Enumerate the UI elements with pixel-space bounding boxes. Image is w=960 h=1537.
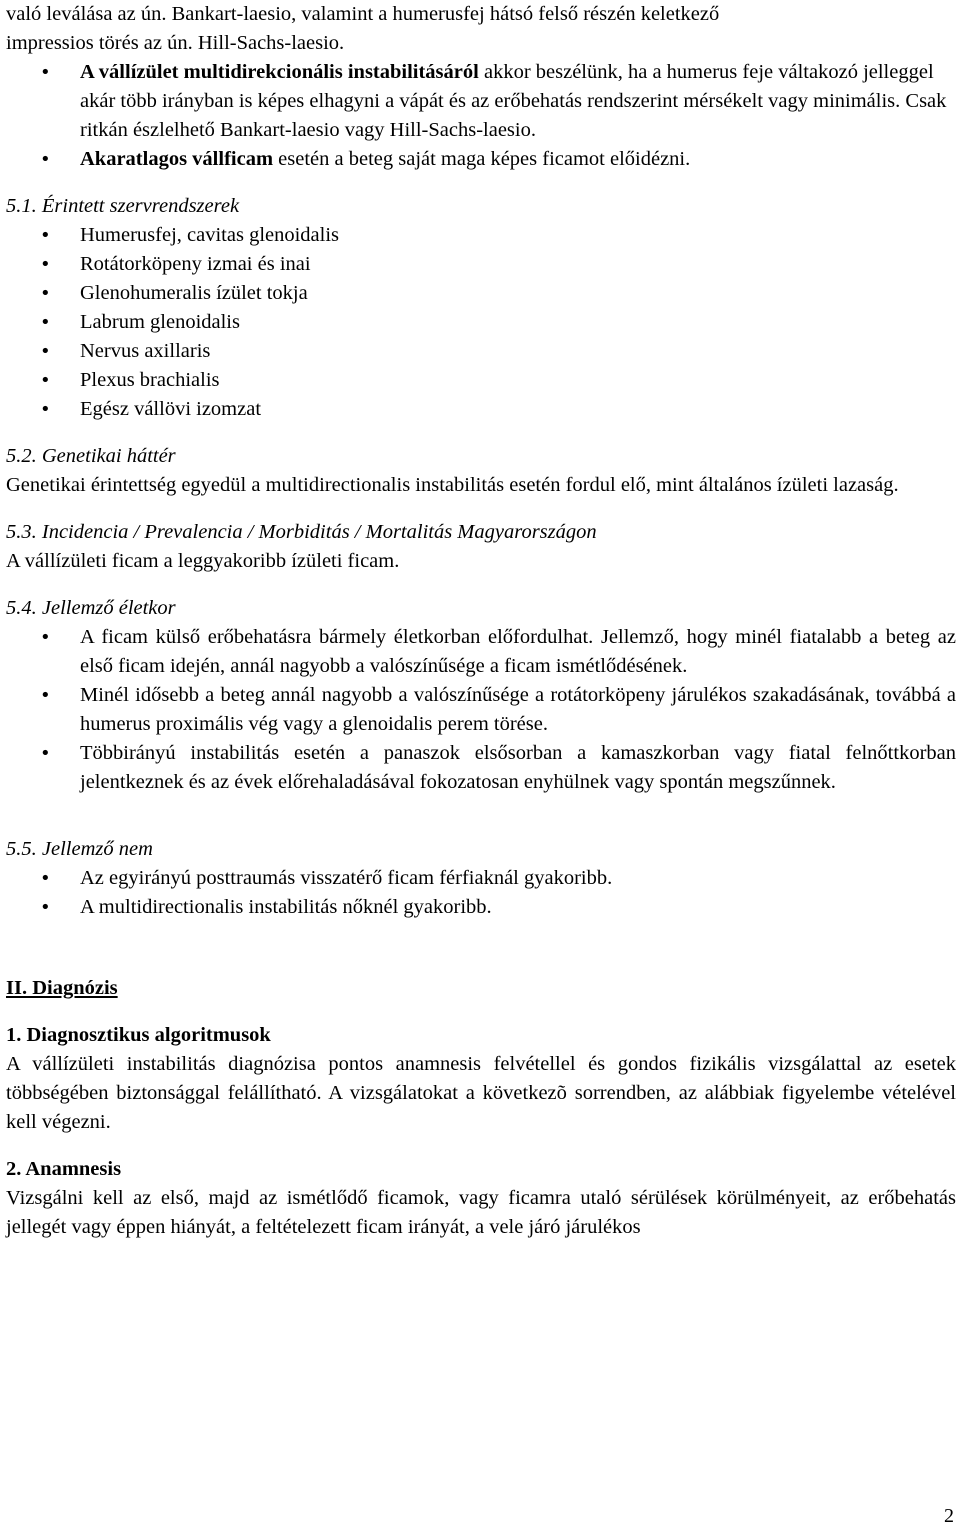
section-heading-5-2: 5.2. Genetikai háttér <box>6 445 176 467</box>
sex-list <box>6 864 956 922</box>
document-page <box>6 0 956 1242</box>
list-item: • Nervus axillaris <box>6 337 956 366</box>
list-item: • A multidirectionalis instabilitás nőknél gyakoribb. <box>6 893 956 922</box>
list-item <box>6 145 956 174</box>
section-text: Vizsgálni kell az első, majd az ismétlődő ficamok, vagy ficamra utaló sérülések körülményeit, az erőbehatás jellegét vagy éppen hiányát, a feltételezett ficam irányát, a vele járó járulékos <box>6 1187 956 1238</box>
list-item: • Rotátorköpeny izmai és inai <box>6 250 956 279</box>
continuation-line: való leválása az ún. Bankart-laesio, valamint a humerusfej hátsó felső részén keletkező <box>6 3 720 25</box>
chapter-heading: II. Diagnózis <box>6 977 118 999</box>
section-text: Genetikai érintettség egyedül a multidirectionalis instabilitás esetén fordul elő, mint általános ízületi lazaság. <box>6 474 899 496</box>
section-heading-5-5: 5.5. Jellemző nem <box>6 838 153 860</box>
list-item <box>6 58 956 145</box>
bold-term: A vállízület multidirekcionális instabilitásáról <box>80 61 479 83</box>
section-heading-5-3: 5.3. Incidencia / Prevalencia / Morbiditás / Mortalitás Magyarországon <box>6 521 597 543</box>
list-item: • Az egyirányú posttraumás visszatérő ficam férfiaknál gyakoribb. <box>6 864 956 893</box>
list-item: • Labrum glenoidalis <box>6 308 956 337</box>
section-heading-5-4: 5.4. Jellemző életkor <box>6 597 176 619</box>
section-heading-5-1: 5.1. Érintett szervrendszerek <box>6 195 240 217</box>
list-item: • Humerusfej, cavitas glenoidalis <box>6 221 956 250</box>
list-item: • A ficam külső erőbehatásra bármely életkorban előfordulhat. Jellemző, hogy minél fiatalabb a beteg az első ficam idején, annál nagyobb a valószínűsége a ficam ismétlődésének. <box>6 623 956 681</box>
item-text: akkor beszélünk, ha a humerus feje váltakozó jelleggel akár több irányban is képes elhagyni a vápát és az erőbehatás rendszerint mérsékelt vagy minimális. Csak ritkán észlelhető Bankart-laesio vagy Hill-Sachs-laesio. <box>80 61 947 141</box>
item-text: esetén a beteg saját maga képes ficamot előidézni. <box>273 148 691 170</box>
list-item: • Egész vállövi izomzat <box>6 395 956 424</box>
list-item: • Glenohumeralis ízület tokja <box>6 279 956 308</box>
list-item: • Plexus brachialis <box>6 366 956 395</box>
section-text: A vállízületi ficam a leggyakoribb ízületi ficam. <box>6 550 400 572</box>
intro-bullet-list <box>6 58 956 174</box>
list-item: • Minél idősebb a beteg annál nagyobb a valószínűsége a rotátorköpeny járulékos szakadásának, továbbá a humerus proximális vég vagy a glenoidalis perem törése. <box>6 681 956 739</box>
continuation-line: impressios törés az ún. Hill-Sachs-laesio. <box>6 32 345 54</box>
subsection-heading-1: 1. Diagnosztikus algoritmusok <box>6 1024 271 1046</box>
organ-system-list <box>6 221 956 424</box>
section-text: A vállízületi instabilitás diagnózisa pontos anamnesis felvétellel és gondos fizikális vizsgálattal az esetek többségében biztonsággal felállítható. A vizsgálatokat a következõ sorrendben, az alábbiak figyelembe vételével kell végezni. <box>6 1053 956 1133</box>
page-number: 2 <box>944 1505 954 1527</box>
bold-term: Akaratlagos vállficam <box>80 148 274 170</box>
age-list <box>6 623 956 797</box>
list-item: • Többirányú instabilitás esetén a panaszok elsősorban a kamaszkorban vagy fiatal felnőttkorban jelentkeznek és az évek előrehaladásával fokozatosan enyhülnek vagy spontán megszűnnek. <box>6 739 956 797</box>
subsection-heading-2: 2. Anamnesis <box>6 1158 122 1180</box>
